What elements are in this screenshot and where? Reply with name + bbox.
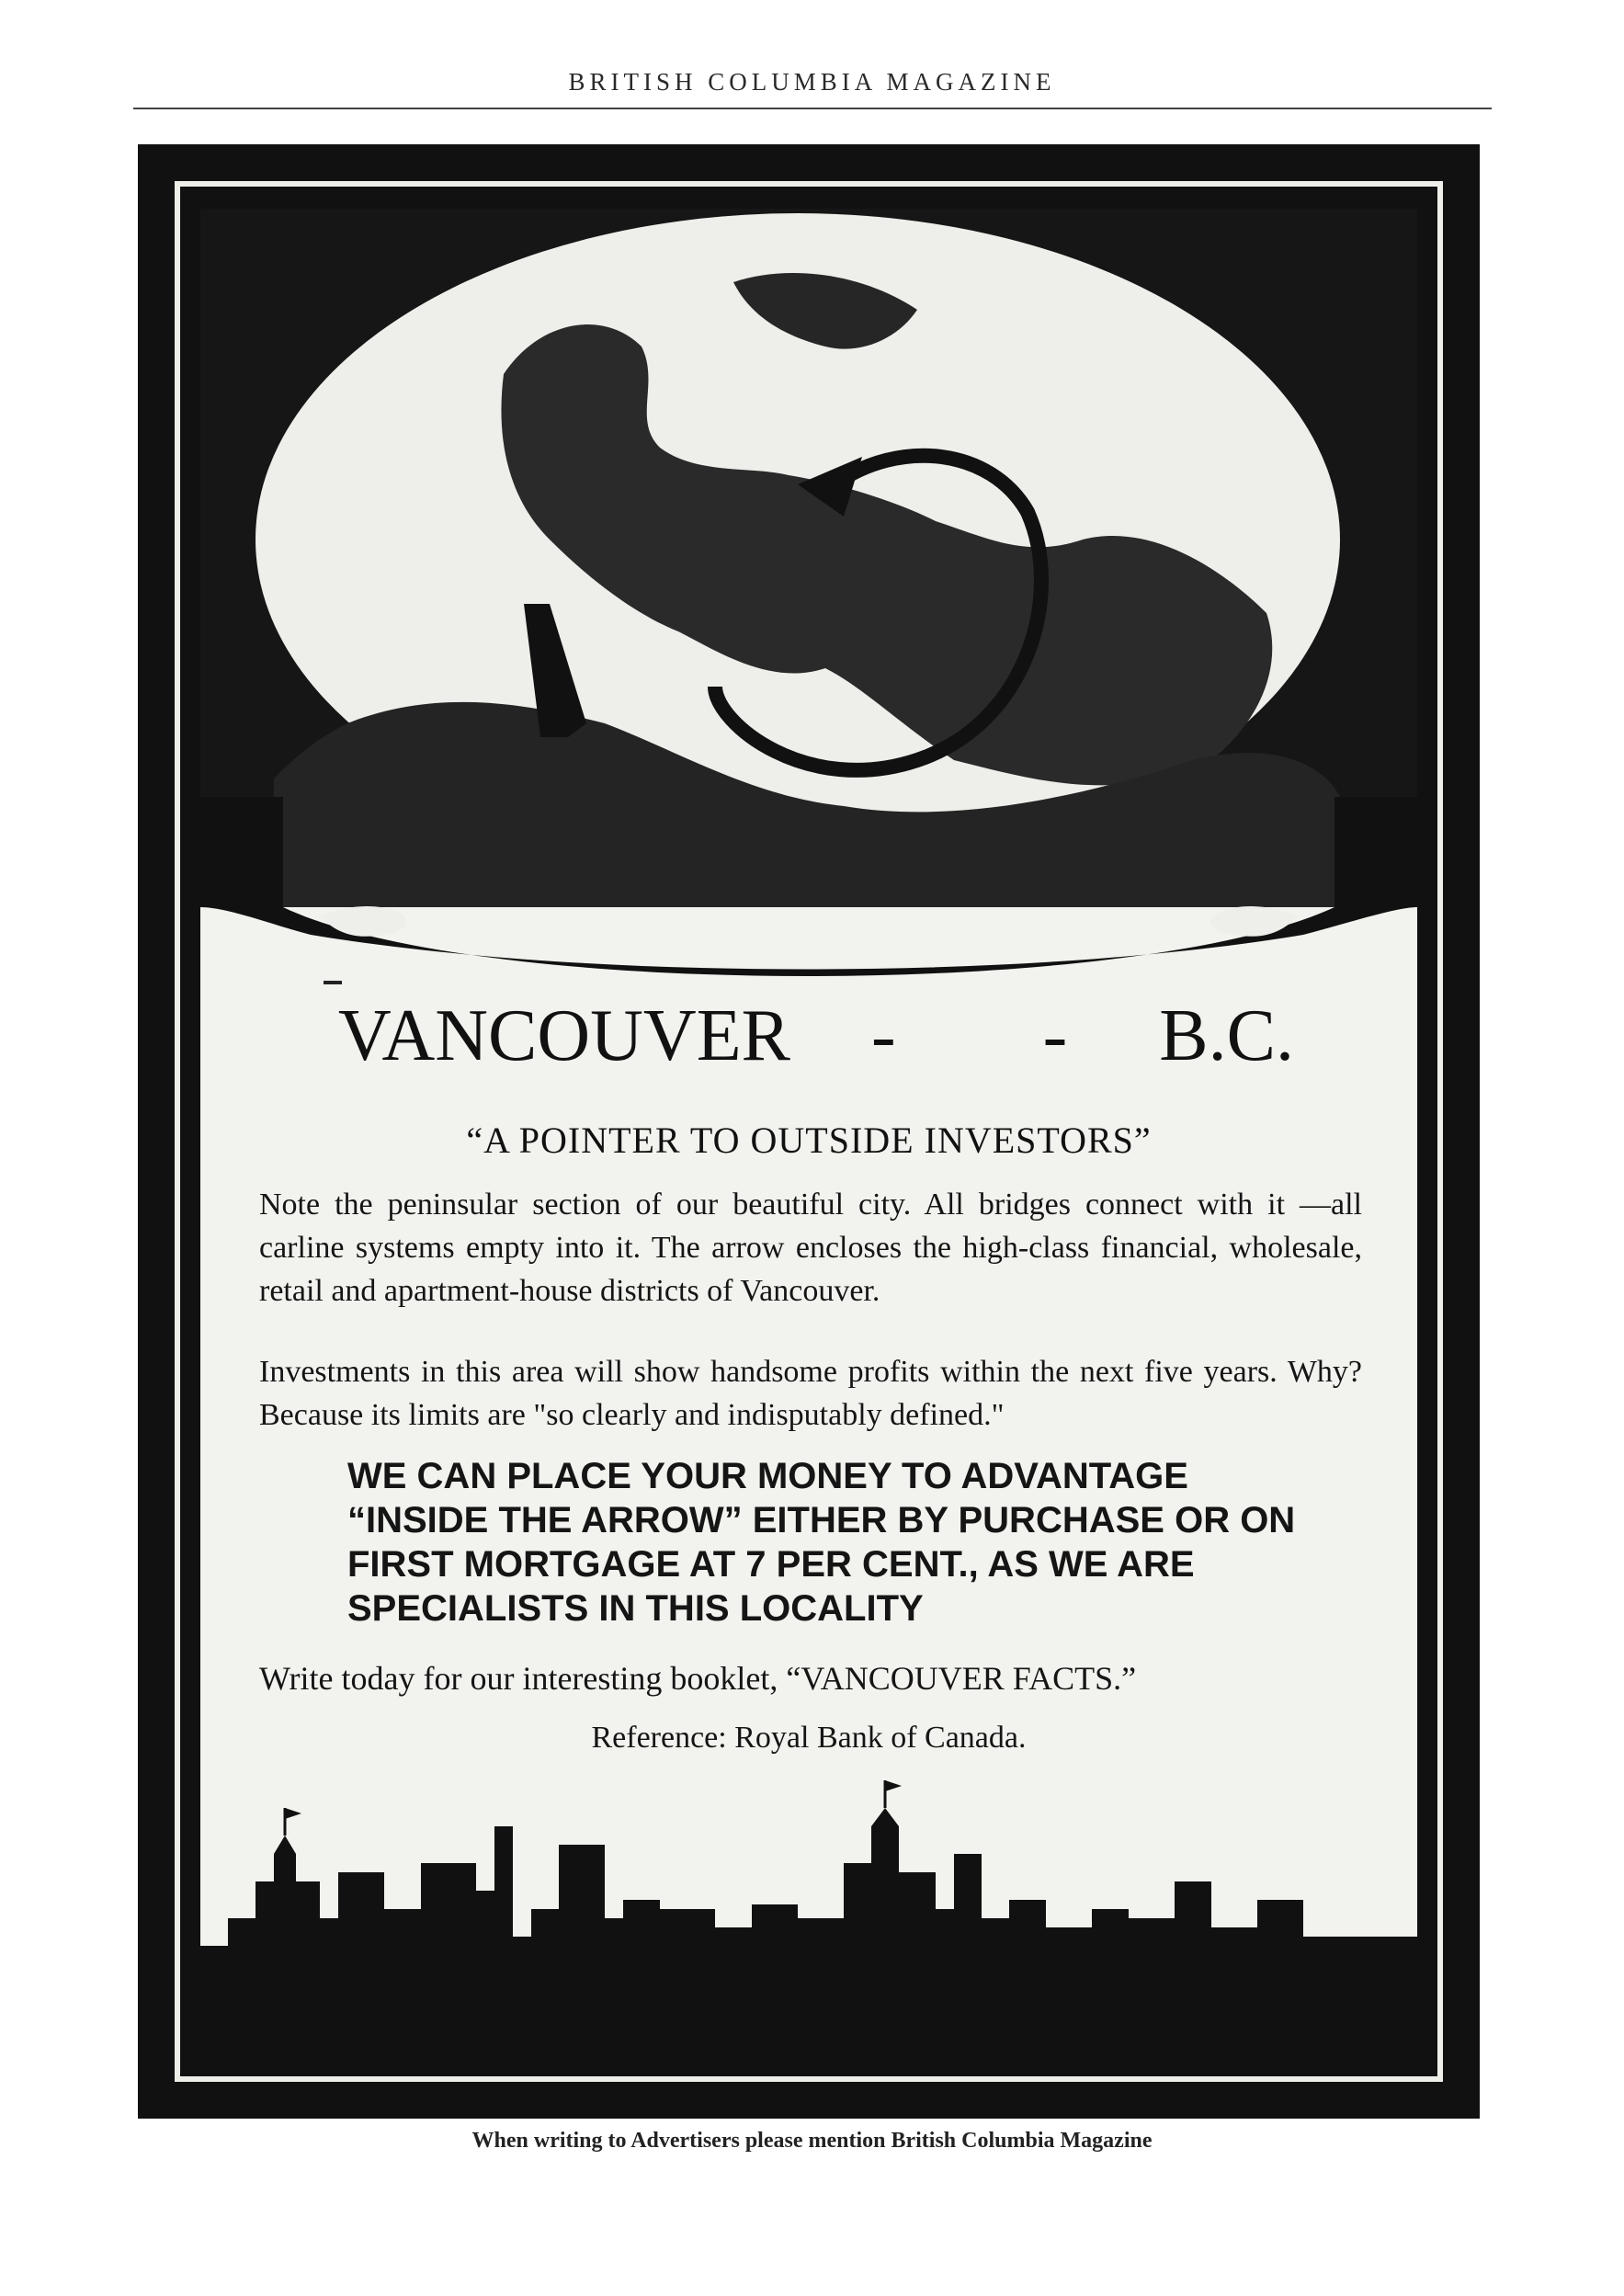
call-to-action: WE CAN PLACE YOUR MONEY TO ADVANTAGE “INSIDE THE ARROW” EITHER BY PURCHASE OR ON FIRST MORTGAGE AT 7 PER CENT., AS WE ARE SPECIALISTS IN THIS LOCALITY [347, 1456, 1296, 1629]
dash-mark [324, 981, 342, 984]
paragraph-peninsula: Note the peninsular section of our beautiful city. All bridges connect with it —all carline systems empty into it. The arrow encloses the high-class financial, wholesale, retail and apartment-house districts of Vancouver. [259, 1188, 1362, 1308]
booklet-offer: Write today for our interesting booklet, “VANCOUVER FACTS.” [259, 1660, 1137, 1697]
title-vancouver: VANCOUVER [338, 995, 790, 1076]
bank-reference: Reference: Royal Bank of Canada. [591, 1721, 1027, 1755]
paragraph-investments: Investments in this area will show handsome profits within the next five years. Why? Because its limits are "so clearly and indisputably defined." [259, 1355, 1362, 1432]
city-skyline [200, 1808, 1417, 2058]
title-separator: - - [871, 995, 1132, 1076]
running-head: BRITISH COLUMBIA MAGAZINE [568, 68, 1056, 96]
map-illustration [200, 209, 1417, 1036]
ad-subtitle: “A POINTER TO OUTSIDE INVESTORS” [466, 1120, 1152, 1161]
header-rule [133, 108, 1492, 109]
frame-scroll [320, 906, 1298, 937]
ad-title [338, 995, 1294, 1086]
ad-panel [200, 209, 1417, 2058]
advertisement [138, 144, 1480, 2119]
flag-right [885, 1780, 902, 1791]
skyline-illustration [200, 1771, 1417, 2058]
title-bc: B.C. [1159, 995, 1294, 1076]
flag-left [285, 1808, 301, 1819]
advertiser-note: When writing to Advertisers please mention British Columbia Magazine [471, 2129, 1153, 2153]
